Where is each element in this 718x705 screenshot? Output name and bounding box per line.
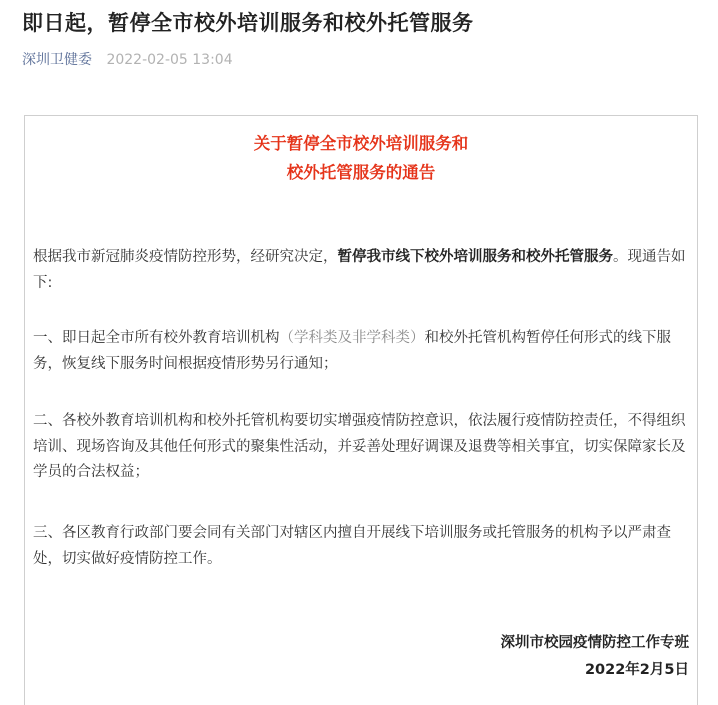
intro-text: 根据我市新冠肺炎疫情防控形势，经研究决定， [33,249,338,265]
notice-heading-line2: 校外托管服务的通告 [286,163,436,182]
source-link[interactable]: 深圳卫健委 [22,52,92,68]
article-meta [22,50,233,70]
item1-suffix-text: 和校外托管机构暂停任何形式的线下服务，恢复线下服务时间根据疫情形势另行通知； [33,330,671,372]
signature-date: 2022年2月5日 [584,662,689,678]
notice-heading-line1: 关于暂停全市校外培训服务和 [253,134,469,153]
signature-org: 深圳市校园疫情防控工作专班 [500,635,689,651]
notice-item-3: 三、各区教育行政部门要会同有关部门对辖区内擅自开展线下培训服务或托管服务的机构予以严肃查处，切实做好疫情防控工作。 [33,525,671,567]
item1-gray-text: （学科类及非学科类） [279,330,425,346]
publish-time: 2022-02-05 13:04 [106,52,233,68]
notice-item-1 [33,326,693,377]
intro-bold-text: 暂停我市线下校外培训服务和校外托管服务 [337,249,613,265]
article-title: 即日起，暂停全市校外培训服务和校外托管服务 [22,11,474,35]
intro-suffix-text: 。现通告如下: [33,249,686,291]
notice-heading [25,129,697,187]
notice-intro-paragraph [33,245,693,296]
item1-text: 一、即日起全市所有校外教育培训机构 [33,330,280,346]
notice-item-2: 二、各校外教育培训机构和校外托管机构要切实增强疫情防控意识，依法履行疫情防控责任，不得组织培训、现场咨询及其他任何形式的聚集性活动，并妥善处理好调课及退费等相关事宜，切实保障家长及学员的合法权益； [33,413,686,480]
notice-box [24,115,698,705]
